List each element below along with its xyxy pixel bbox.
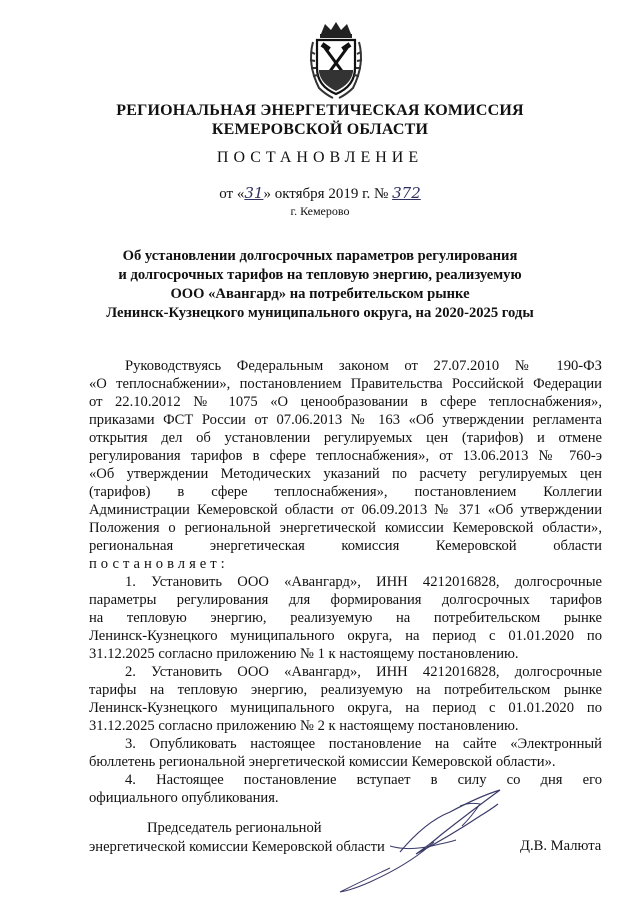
- subject-line: и долгосрочных тарифов на тепловую энергию, реализуемую: [118, 267, 522, 283]
- subject-line: Ленинск-Кузнецкого муниципального округа, на 2020-2025 годы: [106, 305, 534, 321]
- body-line: приказами ФСТ России от 07.06.2013 № 163 «Об утверждении регламента: [89, 412, 602, 428]
- body-line: Ленинск-Кузнецкого муниципального округа, на период с 01.01.2020 по: [89, 628, 602, 644]
- body-line: параметры регулирования для формирования долгосрочных тарифов: [89, 592, 602, 608]
- body-line: 31.12.2025 согласно приложению № 2 к настоящему постановлению.: [89, 718, 519, 734]
- signatory-name: Д.В. Малюта: [520, 838, 602, 854]
- document-number: 372: [392, 184, 421, 202]
- body-line: (тарифов) в сфере теплоснабжения», постановлением Коллегии: [89, 484, 602, 500]
- body-line: бюллетень региональной энергетической комиссии Кемеровской области».: [89, 754, 556, 770]
- resolution-word: постановляет:: [89, 556, 229, 572]
- body-line: открытия дел об установлении регулируемых цен (тарифов) и отмене: [89, 430, 602, 446]
- body-line: 1. Установить ООО «Авангард», ИНН 4212016828, долгосрочные: [125, 574, 602, 590]
- org-name-line2: КЕМЕРОВСКОЙ ОБЛАСТИ: [211, 121, 429, 138]
- body-text: [89, 357, 602, 807]
- body-line: регулирования тарифов в сфере теплоснабжения», от 13.06.2013 № 760-э: [89, 448, 602, 464]
- body-line: 4. Настоящее постановление вступает в силу со дня его: [125, 772, 602, 788]
- subject-line: Об установлении долгосрочных параметров регулирования: [122, 248, 518, 264]
- body-line: Ленинск-Кузнецкого муниципального округа, на период с 01.01.2020 по: [89, 700, 602, 716]
- body-line: Администрации Кемеровской области от 06.09.2013 № 371 «Об утверждении: [89, 502, 602, 518]
- body-line: на тепловую энергию, реализуемую на потребительском рынке: [89, 610, 602, 626]
- body-line: Руководствуясь Федеральным законом от 27.07.2010 № 190-ФЗ: [125, 358, 602, 374]
- body-line: от 22.10.2012 № 1075 «О ценообразовании в сфере теплоснабжения»,: [89, 394, 602, 410]
- body-line: Положения о региональной энергетической комиссии Кемеровской области»,: [89, 520, 602, 536]
- body-line: 2. Установить ООО «Авангард», ИНН 4212016828, долгосрочные: [125, 664, 602, 680]
- body-line: 3. Опубликовать настоящее постановление на сайте «Электронный: [125, 736, 602, 752]
- body-line: региональная энергетическая комиссия Кемеровской области: [89, 538, 602, 554]
- body-line: тарифы на тепловую энергию, реализуемую на потребительском рынке: [89, 682, 602, 698]
- signatory-title-line2: энергетической комиссии Кемеровской области: [89, 839, 385, 855]
- date-prefix: от «: [219, 186, 245, 202]
- subject-line: ООО «Авангард» на потребительском рынке: [170, 286, 470, 302]
- document-type: ПОСТАНОВЛЕНИЕ: [216, 149, 424, 166]
- date-middle: » октября 2019 г. №: [263, 186, 389, 202]
- city: г. Кемерово: [290, 204, 350, 218]
- date-day: 31: [244, 184, 264, 202]
- body-line: «Об утверждении Методических указаний по расчету регулируемых цен: [89, 466, 602, 482]
- body-line: «О теплоснабжении», постановлением Правительства Российской Федерации: [89, 376, 602, 392]
- org-name-line1: РЕГИОНАЛЬНАЯ ЭНЕРГЕТИЧЕСКАЯ КОМИССИЯ: [116, 102, 524, 119]
- date-number-line: [0, 184, 640, 203]
- body-line: официального опубликования.: [89, 790, 279, 806]
- coat-of-arms-icon: [303, 20, 369, 100]
- signatory-title-line1: Председатель региональной: [147, 820, 322, 836]
- body-line: 31.12.2025 согласно приложению № 1 к настоящему постановлению.: [89, 646, 519, 662]
